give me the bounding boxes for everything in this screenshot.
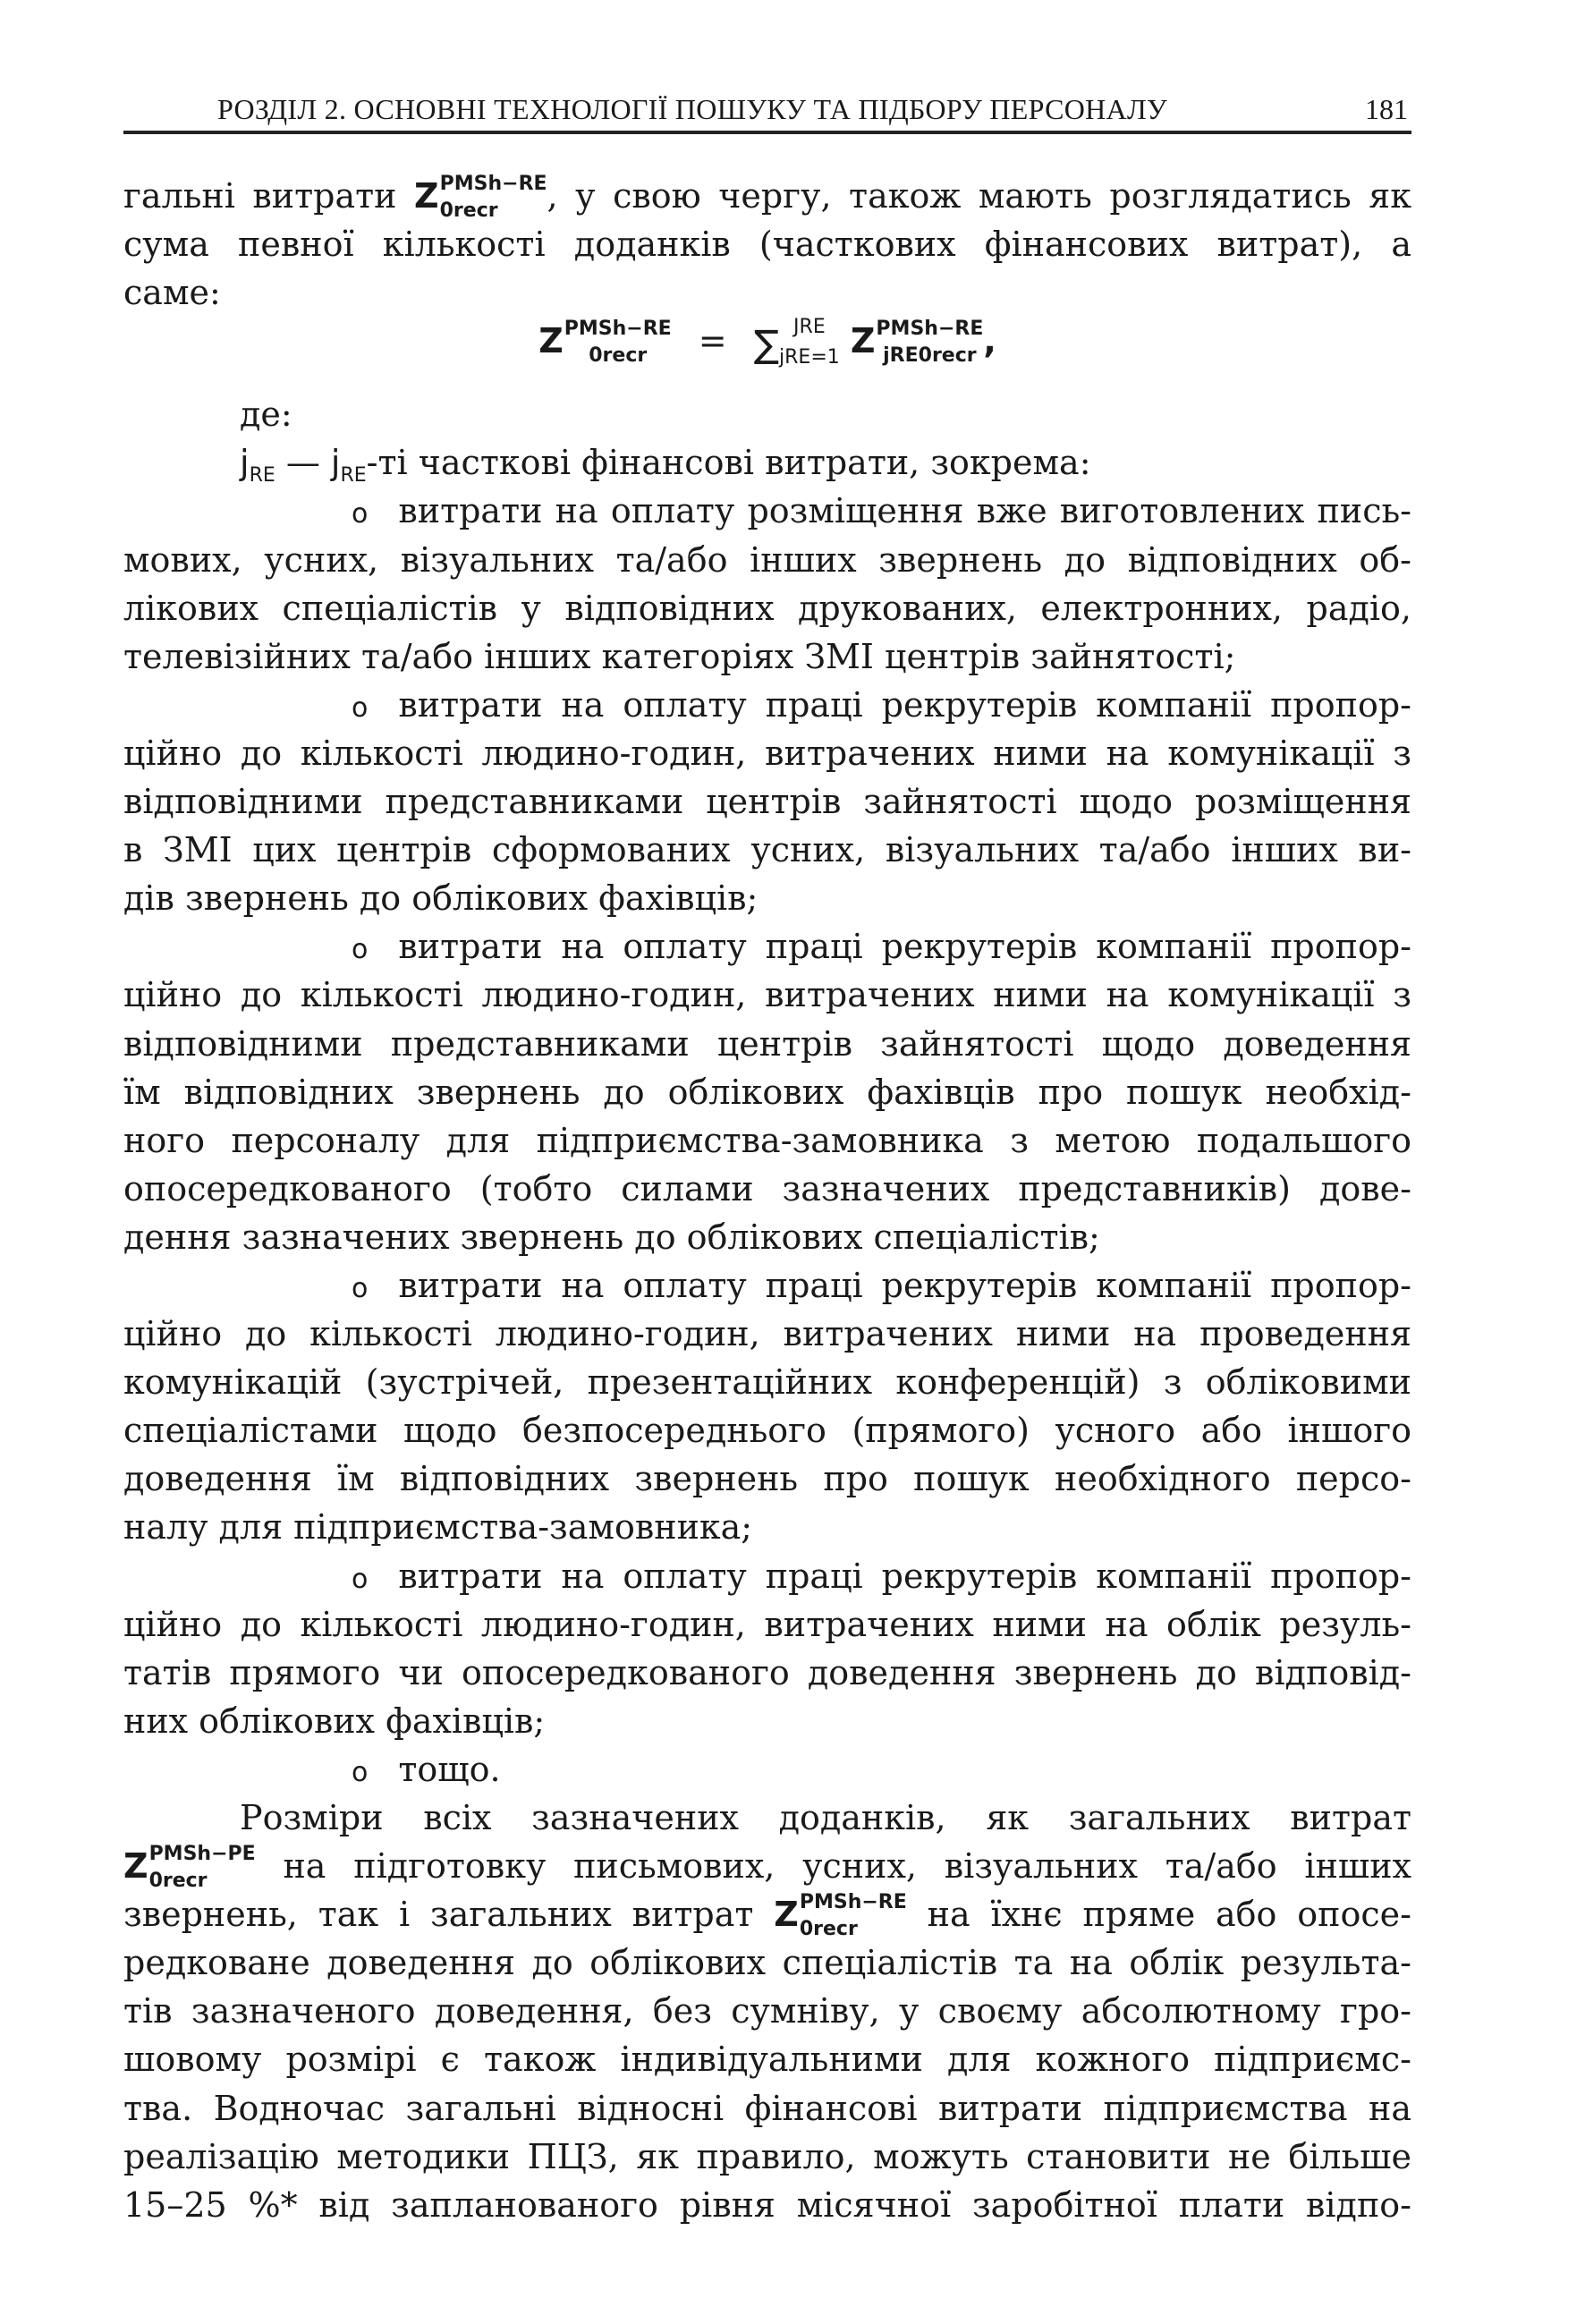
text-line: лікових спеціалістів у відповідних друкованих, електронних, радіо, (123, 588, 1411, 628)
bullet-marker: o (352, 1563, 369, 1595)
text-line: ційно до кількості людино-годин, витрачених ними на проведення (123, 1314, 1411, 1354)
bullet-marker: o (352, 1272, 369, 1304)
text-line: реалізацію методики ПЦЗ, як правило, можуть становити не більше (123, 2136, 1411, 2176)
text-line: тів зазначеного доведення, без сумніву, у своєму абсолютному гро- (123, 1991, 1411, 2031)
text-line: відповідними представниками центрів зайнятості щодо розміщення (123, 782, 1411, 822)
text-fragment: , у свою чергу, також мають розглядатись як (547, 176, 1411, 216)
text-line: ційно до кількості людино-годин, витрачених ними на комунікації з (123, 733, 1411, 773)
running-header (123, 89, 1411, 134)
text-line: доведення їм відповідних звернень про пошук необхідного персо- (123, 1459, 1411, 1499)
text-line: відповідними представниками центрів зайнятості щодо доведення (123, 1023, 1411, 1064)
z-re-symbol: Z PMSh−RE 0recr (414, 172, 547, 221)
text-line: дів звернень до облікових фахівців; (123, 878, 759, 919)
bullet-item-line: o тощо. (123, 1745, 1411, 1794)
text-line: ційно до кількості людино-годин, витрачених ними на комунікації з (123, 975, 1411, 1015)
text-line: Z PMSh−PE 0recr на підготовку письмових, усних, візуальних та/або інших (123, 1842, 1411, 1891)
text-line: шовому розмірі є також індивідуальними для кожного підприємс- (123, 2040, 1411, 2080)
page-number: 181 (1365, 93, 1408, 125)
z-pe-symbol: Z PMSh−PE 0recr (123, 1842, 256, 1891)
text-line: звернень, так і загальних витрат Z PMSh−RE 0recr на їхнє пряме або опосе- (123, 1890, 1411, 1939)
z-re-symbol: Z PMSh−RE 0recr (774, 1890, 907, 1939)
equals-sign: = (698, 321, 727, 361)
bullet-marker: o (352, 1756, 369, 1788)
text-line: комунікацій (зустрічей, презентаційних конференцій) з обліковими (123, 1362, 1411, 1403)
text-line: татів прямого чи опосередкованого доведення звернень до відповід- (123, 1652, 1411, 1692)
where-definition: $j_{RE}$ — $j_{RE}-ті$ часткові фінансові витрати, зокрема: (240, 443, 1091, 488)
bullet-marker: o (352, 934, 369, 966)
text-line: редковане доведення до облікових спеціалістів та на облік результа- (123, 1943, 1411, 1983)
formula-rhs: Z PMSh−RE jRE0recr (850, 317, 984, 367)
text-line: тва. Водночас загальні відносні фінансові витрати підприємства на (123, 2088, 1411, 2128)
text-line: опосередкованого (тобто силами зазначених представників) дове- (123, 1168, 1411, 1209)
sum-sign: ∑ (753, 321, 780, 366)
text-line: 15–25 %* від запланованого рівня місячної заробітної плати відпо- (123, 2184, 1411, 2225)
text-line: в ЗМІ цих центрів сформованих усних, візуальних та/або інших ви- (123, 830, 1411, 870)
text-line: ційно до кількості людино-годин, витрачених ними на облік резуль- (123, 1604, 1411, 1644)
sum-limits: JRE jRE=1 (779, 315, 840, 369)
where-label: де: (240, 394, 292, 435)
bullet-item-line: o витрати на оплату праці рекрутерів компанії пропор- (123, 681, 1411, 729)
text-line (123, 172, 1411, 220)
text-line: мових, усних, візуальних та/або інших звернень до відповідних об- (123, 539, 1411, 580)
bullet-item-line: o витрати на оплату праці рекрутерів компанії пропор- (123, 1552, 1411, 1600)
bullet-item-line: o витрати на оплату праці рекрутерів компанії пропор- (123, 1261, 1411, 1310)
running-title: РОЗДІЛ 2. ОСНОВНІ ТЕХНОЛОГІЇ ПОШУКУ ТА ПІДБОРУ ПЕРСОНАЛУ (217, 93, 1167, 125)
body-text (123, 172, 1411, 2229)
sum-formula: Z PMSh−RE 0recr = ∑ JRE jRE=1 Z PMSh−RE jRE0recr , (538, 315, 996, 369)
text-line: саме: (123, 273, 221, 313)
text-line: них облікових фахівців; (123, 1701, 546, 1741)
text-line: ного персоналу для підприємства-замовника з метою подальшого (123, 1120, 1411, 1160)
text-line: Розміри всіх зазначених доданків, як загальних витрат (240, 1798, 1411, 1837)
text-line: спеціалістами щодо безпосереднього (прямого) усного або іншого (123, 1411, 1411, 1451)
bullet-marker: o (352, 498, 369, 530)
formula-lhs: Z PMSh−RE 0recr (538, 317, 672, 367)
bullet-item-line: o витрати на оплату розміщення вже виготовлених пись- (123, 487, 1411, 535)
bullet-marker: o (352, 691, 369, 724)
text-line: дення зазначених звернень до облікових спеціалістів; (123, 1217, 1100, 1257)
bullet-item-line: o витрати на оплату праці рекрутерів компанії пропор- (123, 922, 1411, 971)
text-fragment: гальні витрати (123, 176, 397, 216)
text-line: їм відповідних звернень до облікових фахівців про пошук необхід- (123, 1072, 1411, 1112)
text-line: налу для підприємства-замовника; (123, 1507, 753, 1548)
text-line: телевізійних та/або інших категоріях ЗМІ центрів зайнятості; (123, 636, 1236, 676)
text-line: сума певної кількості доданків (часткових фінансових витрат), а (123, 225, 1411, 265)
